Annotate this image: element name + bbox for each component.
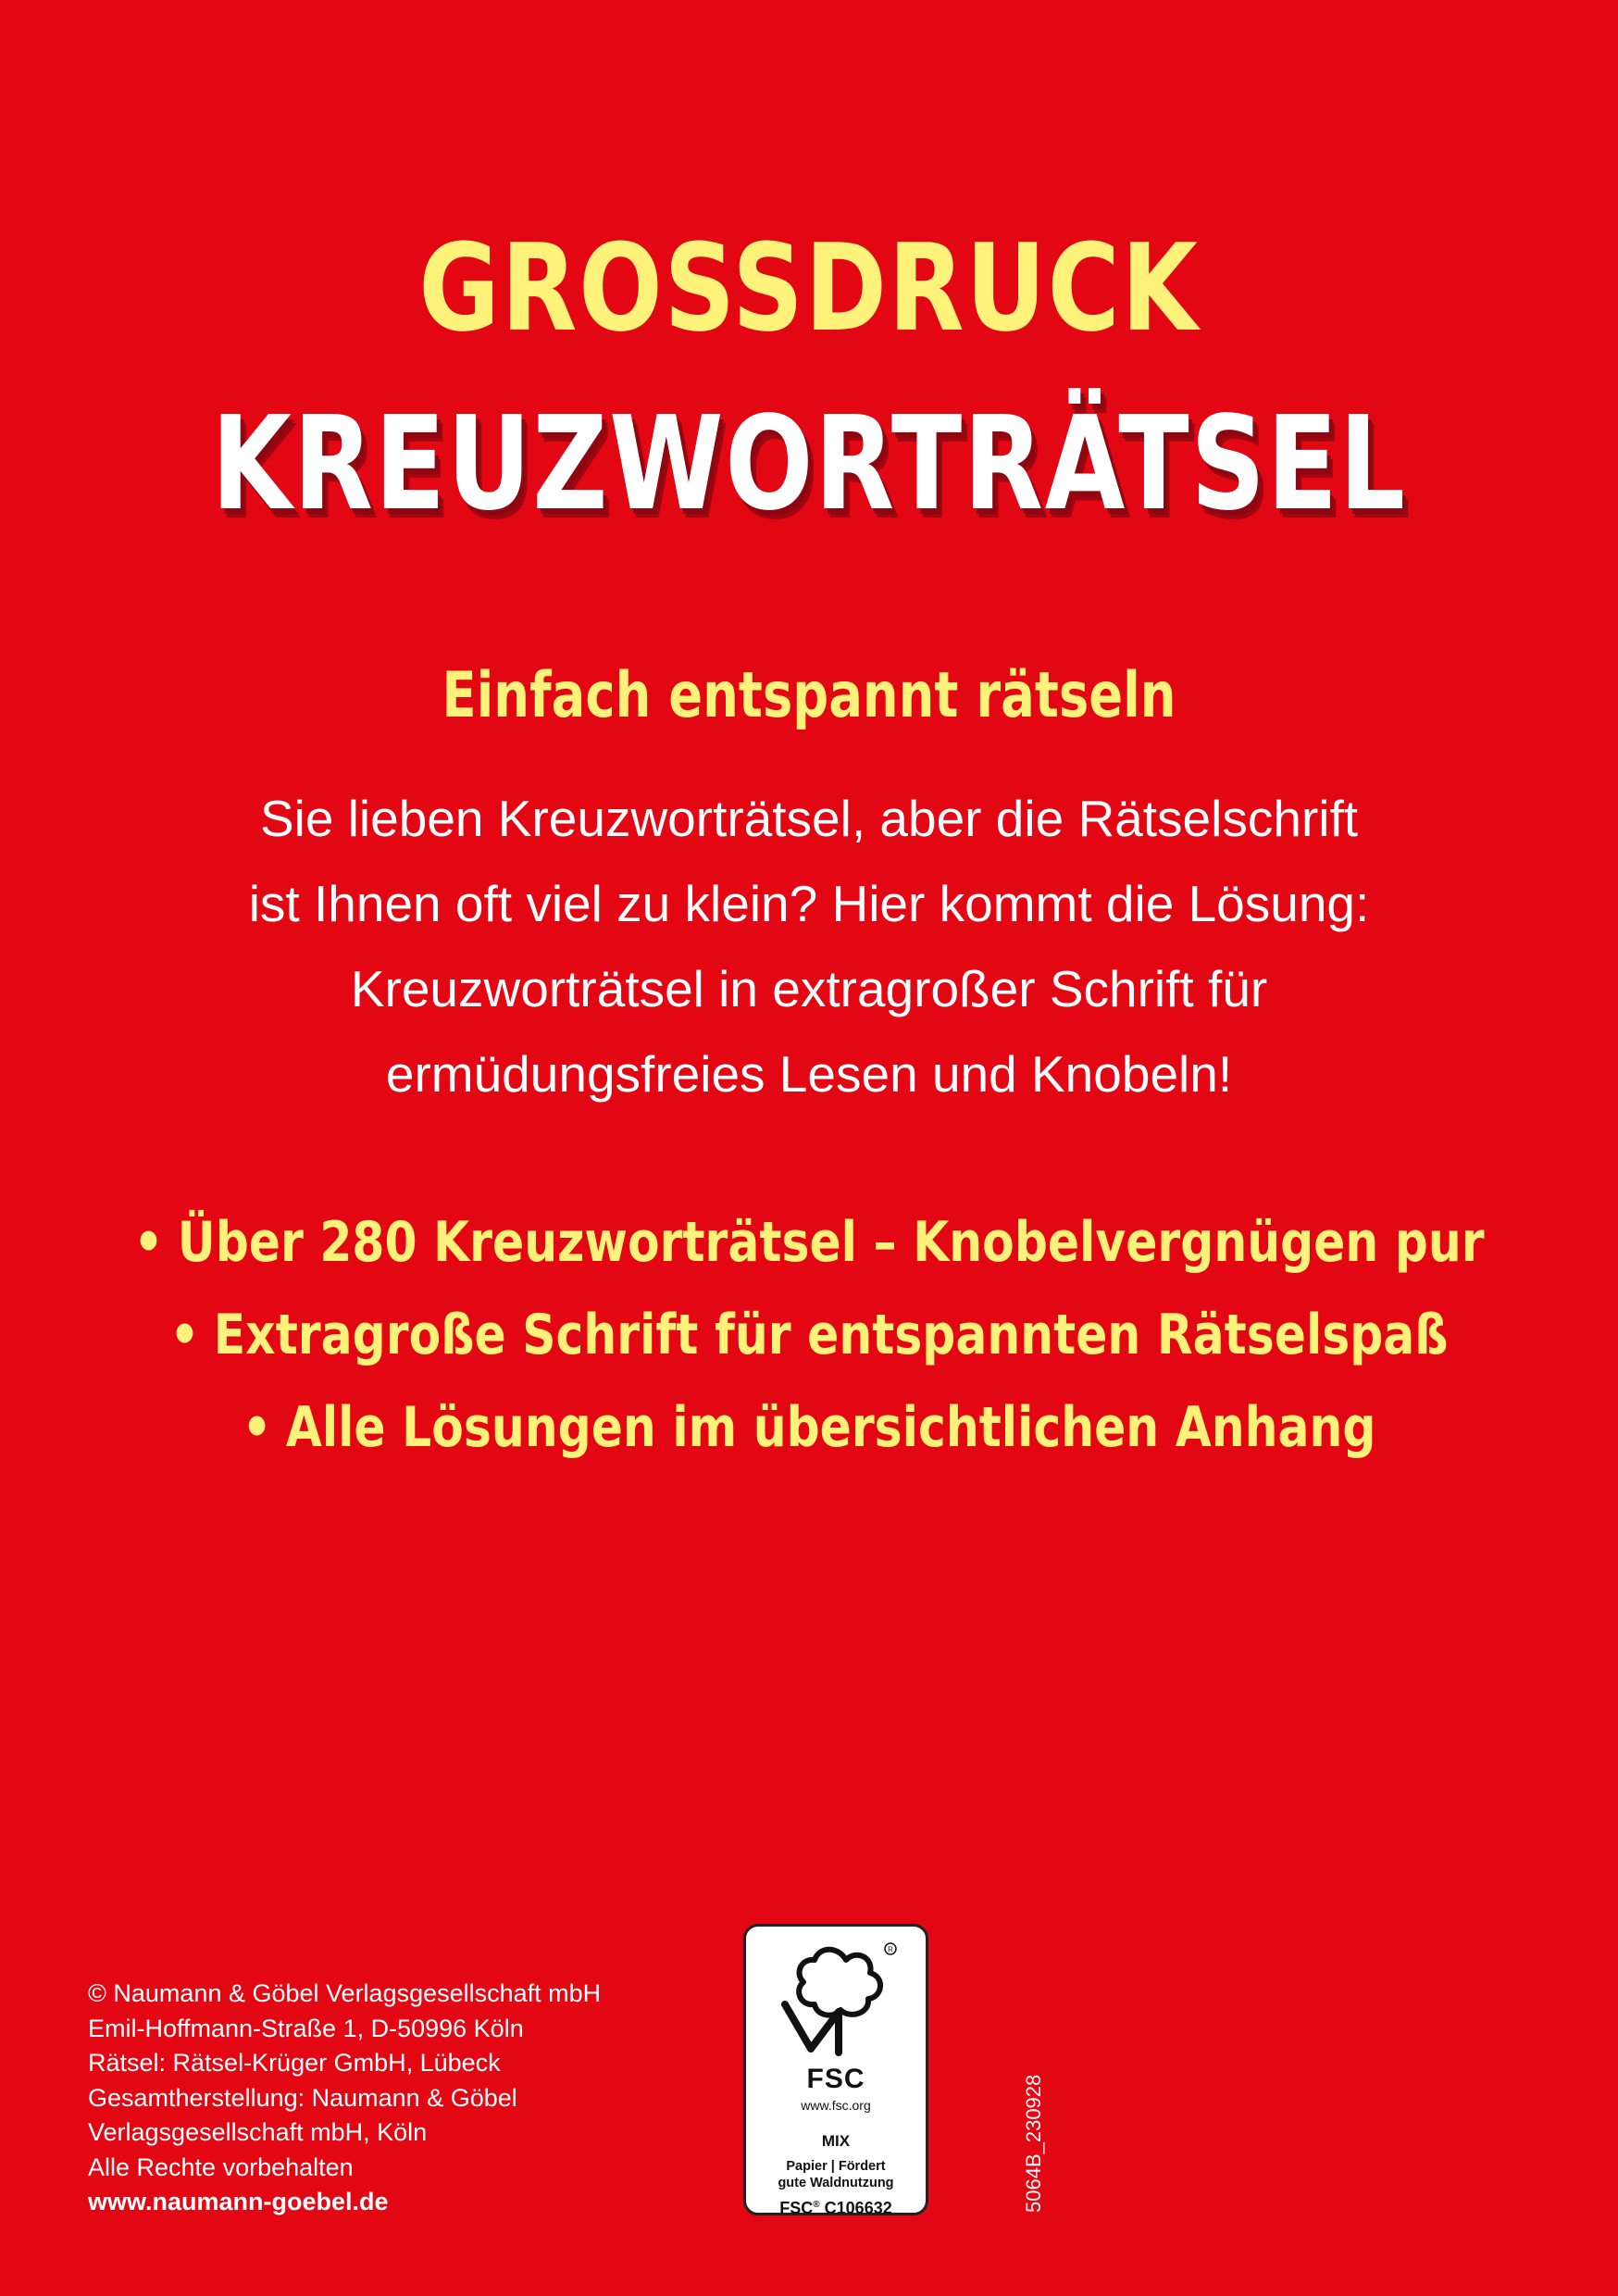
website-link[interactable]: www.naumann-goebel.de [88,2188,389,2215]
svg-text:R: R [888,1945,893,1954]
title-line-1: GROSSDRUCK [418,218,1200,358]
imprint [88,1977,601,2220]
imprint-line: Gesamtherstellung: Naumann & Göbel [88,2083,517,2112]
bullet-icon: • [242,1395,272,1460]
intro-line: Kreuzworträtsel in extragroßer Schrift für [350,960,1268,1017]
feature-text: Alle Lösungen im übersichtlichen Anhang [285,1395,1376,1460]
fsc-name: FSC [806,2064,865,2094]
registered-mark: ® [813,2200,820,2210]
feature-text: Extragroße Schrift für entspannten Rätselspaß [213,1303,1449,1367]
article-number: 5064B_230928 [1022,2074,1045,2213]
feature-list [0,1196,1618,1474]
fsc-tree-check-icon [774,1940,903,2062]
title-line-2: KREUZWORTRÄTSEL [211,389,1407,540]
feature-text: Über 280 Kreuzworträtsel – Knobelvergnügen pur [177,1210,1485,1275]
bullet-icon: • [169,1303,200,1367]
intro-line: Sie lieben Kreuzworträtsel, aber die Rätselschrift [259,790,1359,847]
intro-line: ist Ihnen oft viel zu klein? Hier kommt die Lösung: [248,875,1370,932]
subheading: Einfach entspannt rätseln [442,659,1176,732]
imprint-line: Verlagsgesellschaft mbH, Köln [88,2118,428,2146]
fsc-label [743,1924,928,2215]
fsc-url: www.fsc.org [801,2098,871,2113]
fsc-license-code [746,2199,926,2218]
imprint-line: Rätsel: Rätsel-Krüger GmbH, Lübeck [88,2049,501,2077]
feature-item [130,1196,1488,1289]
imprint-line: © Naumann & Göbel Verlagsgesellschaft mbH [88,1979,602,2007]
bullet-icon: • [133,1210,164,1275]
intro-line: ermüdungsfreies Lesen und Knobeln! [385,1045,1233,1103]
fsc-code-prefix: FSC [779,2199,814,2217]
fsc-mix: MIX [821,2132,851,2150]
intro-text [0,776,1618,1117]
imprint-line: Emil-Hoffmann-Straße 1, D-50996 Köln [88,2014,524,2042]
feature-item [130,1289,1488,1381]
fsc-description-line: Papier | Fördert [786,2159,886,2174]
imprint-line: Alle Rechte vorbehalten [88,2152,354,2181]
feature-item [130,1381,1488,1474]
fsc-description-line: gute Waldnutzung [778,2176,894,2190]
fsc-code-number: C106632 [824,2199,892,2217]
fsc-description [746,2158,926,2191]
